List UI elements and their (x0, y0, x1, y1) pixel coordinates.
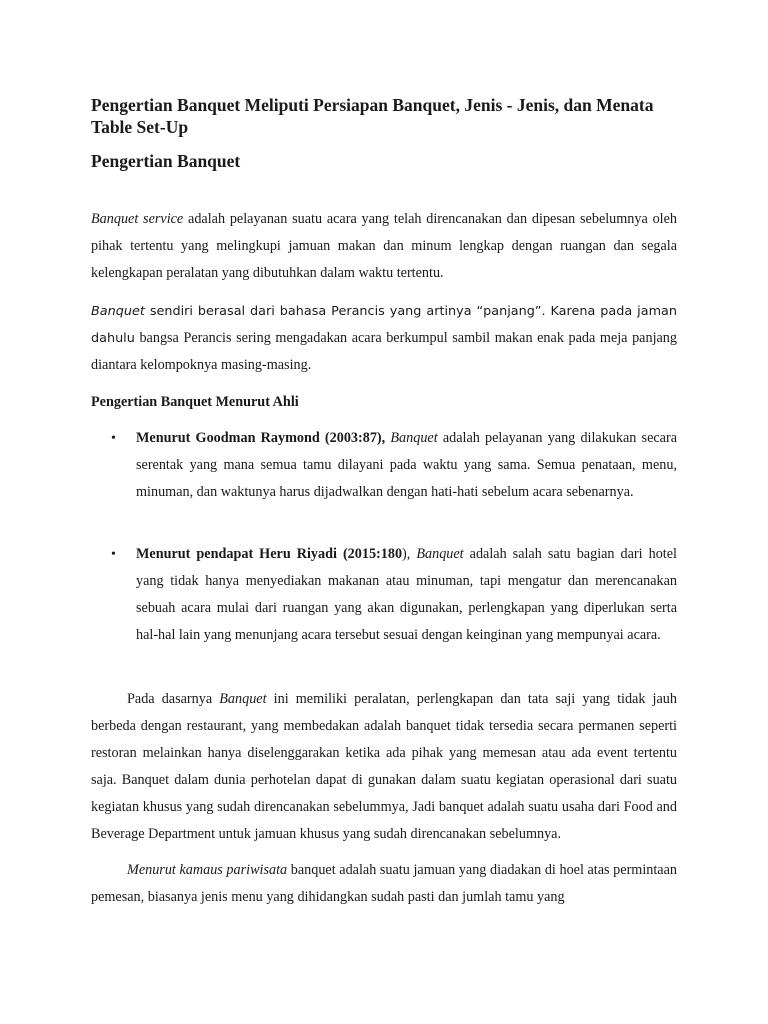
term-kamus-pariwisata: Menurut kamaus pariwisata (127, 862, 288, 878)
term-banquet: Banquet (91, 304, 145, 319)
paragraph-banquet-basics (91, 686, 677, 848)
paragraph-text-sans: sendiri berasal dari bahasa Perancis yang artinya “panjang”. Karena pada jaman dahulu (91, 304, 677, 346)
paragraph-text: ini memiliki peralatan, perlengkapan dan tata saji yang tidak jauh berbeda dengan restaurant, yang membedakan adalah banquet tidak tersedia secara permanen seperti restoran melainkan hanya diselenggarakan ketika ada pihak yang memesan atau ada event tertentu saja. Banquet dalam dunia perhotelan dapat di gunakan dalam suatu kegiatan operasional dari suatu kegiatan khusus yang sudah direncanakan sebelummya, Jadi banquet adalah suatu usaha dari Food and Beverage Department untuk jamuan khusus yang sudah direncanakan sebelumnya. (91, 691, 677, 842)
term-banquet: Banquet (416, 546, 464, 562)
term-banquet: Banquet (219, 691, 267, 707)
author-citation: Menurut pendapat Heru Riyadi (2015:180 (136, 546, 403, 562)
paragraph-text: bangsa Perancis sering mengadakan acara berkumpul sambil makan enak pada meja panjang diantara kelompoknya masing-masing. (91, 330, 677, 373)
list-item (136, 541, 677, 649)
list-item (136, 425, 677, 506)
paragraph-kamus-pariwisata (91, 857, 677, 911)
section-title: Pengertian Banquet (91, 151, 241, 171)
paragraph-banquet-service (91, 206, 677, 287)
paragraph-text: adalah pelayanan suatu acara yang telah direncanakan dan dipesan sebelumnya oleh pihak tertentu yang melingkupi jamuan makan dan minum lengkap dengan ruangan dan segala kelengkapan peralatan yang dibutuhkan dalam waktu tertentu. (91, 211, 677, 281)
paragraph-text: banquet adalah suatu jamuan yang diadakan di hoel atas permintaan pemesan, biasanya jenis menu yang dihidangkan sudah pasti dan jumlah tamu yang (91, 862, 677, 905)
bullet-marker: • (111, 431, 116, 446)
author-suffix: ), (402, 546, 417, 562)
author-citation: Menurut Goodman Raymond (2003:87), (136, 430, 386, 446)
list-item-text: adalah salah satu bagian dari hotel yang tidak hanya menyediakan makanan atau minuman, tapi mengatur dan merencanakan sebuah acara mulai dari ruangan yang akan digunakan, perlengkapan yang diperlukan serta hal-hal lain yang menunjang acara tersebut sesuai dengan keinginan yang mempunyai acara. (136, 546, 677, 643)
paragraph-lead: Pada dasarnya (127, 691, 220, 707)
bullet-marker: • (111, 547, 116, 562)
term-banquet: Banquet (390, 430, 438, 446)
list-item-text: adalah pelayanan yang dilakukan secara serentak yang mana semua tamu dilayani pada waktu yang sama. Semua penataan, menu, minuman, dan waktunya harus dijadwalkan dengan hati-hati sebelum acara sebenarnya. (136, 430, 677, 500)
term-banquet-service: Banquet service (91, 211, 184, 227)
document-title: Pengertian Banquet Meliputi Persiapan Banquet, Jenis - Jenis, dan Menata Table Set-Up (91, 95, 654, 137)
paragraph-banquet-origin (91, 298, 677, 379)
section-heading: Pengertian Banquet Menurut Ahli (91, 394, 299, 410)
